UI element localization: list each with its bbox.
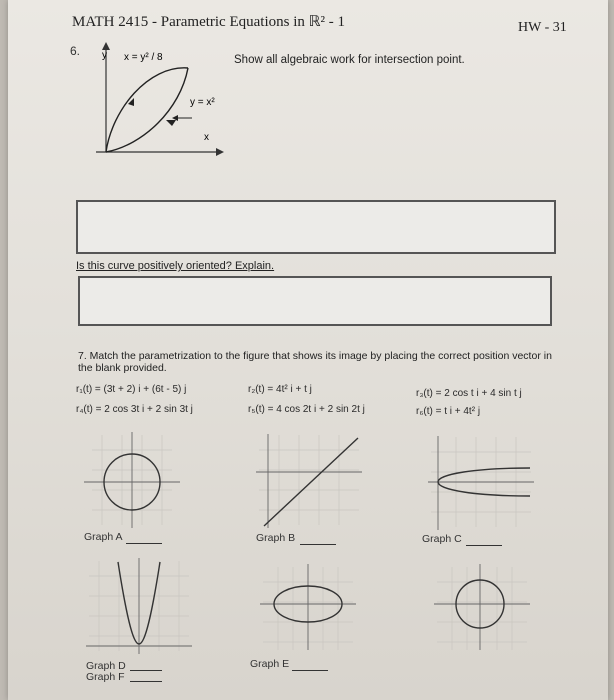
equation-r4: r₄(t) = 2 cos 3t i + 2 sin 3t j (76, 404, 193, 415)
equation-r1: r₁(t) = (3t + 2) i + (6t - 5) j (76, 384, 187, 395)
problem-6-number: 6. (70, 44, 81, 58)
equation-r2: r₂(t) = 4t² i + t j (248, 384, 312, 395)
graph-bottom-right (432, 562, 532, 652)
curve2-label: y = x² (190, 97, 215, 108)
graph-b-label: Graph B (256, 532, 296, 544)
page-title: MATH 2415 - Parametric Equations in ℝ² - 1 (72, 14, 345, 30)
homework-code: HW - 31 (518, 20, 567, 35)
graph-b (254, 430, 364, 530)
graph-c-label: Graph C (422, 533, 462, 545)
curve1-label: x = y² / 8 (124, 52, 163, 63)
graph-a (82, 430, 182, 530)
x-axis-arrow (216, 148, 224, 156)
graph-b-blank[interactable] (300, 544, 336, 545)
graph-e (258, 562, 358, 652)
graph-e-label: Graph E (250, 658, 290, 670)
graph-f-blank[interactable] (130, 681, 162, 682)
graph-a-blank[interactable] (126, 543, 162, 544)
orientation-arrow-down (166, 120, 176, 126)
y-axis-label: y (102, 50, 107, 61)
problem-7-prompt: 7. Match the parametrization to the figure that shows its image by placing the correct position vector in the blank provided. (78, 350, 552, 374)
graph-c-blank[interactable] (466, 545, 502, 546)
equation-r5: r₅(t) = 4 cos 2t i + 2 sin 2t j (248, 404, 365, 415)
orientation-answer-box[interactable] (78, 276, 552, 326)
graph-c (426, 432, 536, 532)
x-axis-label: x (204, 132, 209, 143)
intersection-answer-box[interactable] (76, 200, 556, 254)
graph-f-label: Graph F (86, 671, 125, 683)
worksheet-page (8, 0, 608, 700)
equation-r6: r₆(t) = t i + 4t² j (416, 406, 481, 417)
problem-6-instruction: Show all algebraic work for intersection point. (234, 54, 465, 66)
y-axis-arrow (102, 42, 110, 50)
curve-y-equals-x-squared (106, 68, 188, 152)
graph-b-curve (264, 438, 358, 526)
graph-e-blank[interactable] (292, 670, 328, 671)
orientation-question: Is this curve positively oriented? Explain. (76, 260, 275, 272)
graph-d (84, 556, 194, 656)
graph-a-label: Graph A (84, 531, 123, 543)
graph-d-blank[interactable] (130, 670, 162, 671)
equation-r3: r₃(t) = 2 cos t i + 4 sin t j (416, 388, 522, 399)
problem-6-figure (88, 40, 228, 160)
graph-d-label: Graph D (86, 660, 126, 672)
